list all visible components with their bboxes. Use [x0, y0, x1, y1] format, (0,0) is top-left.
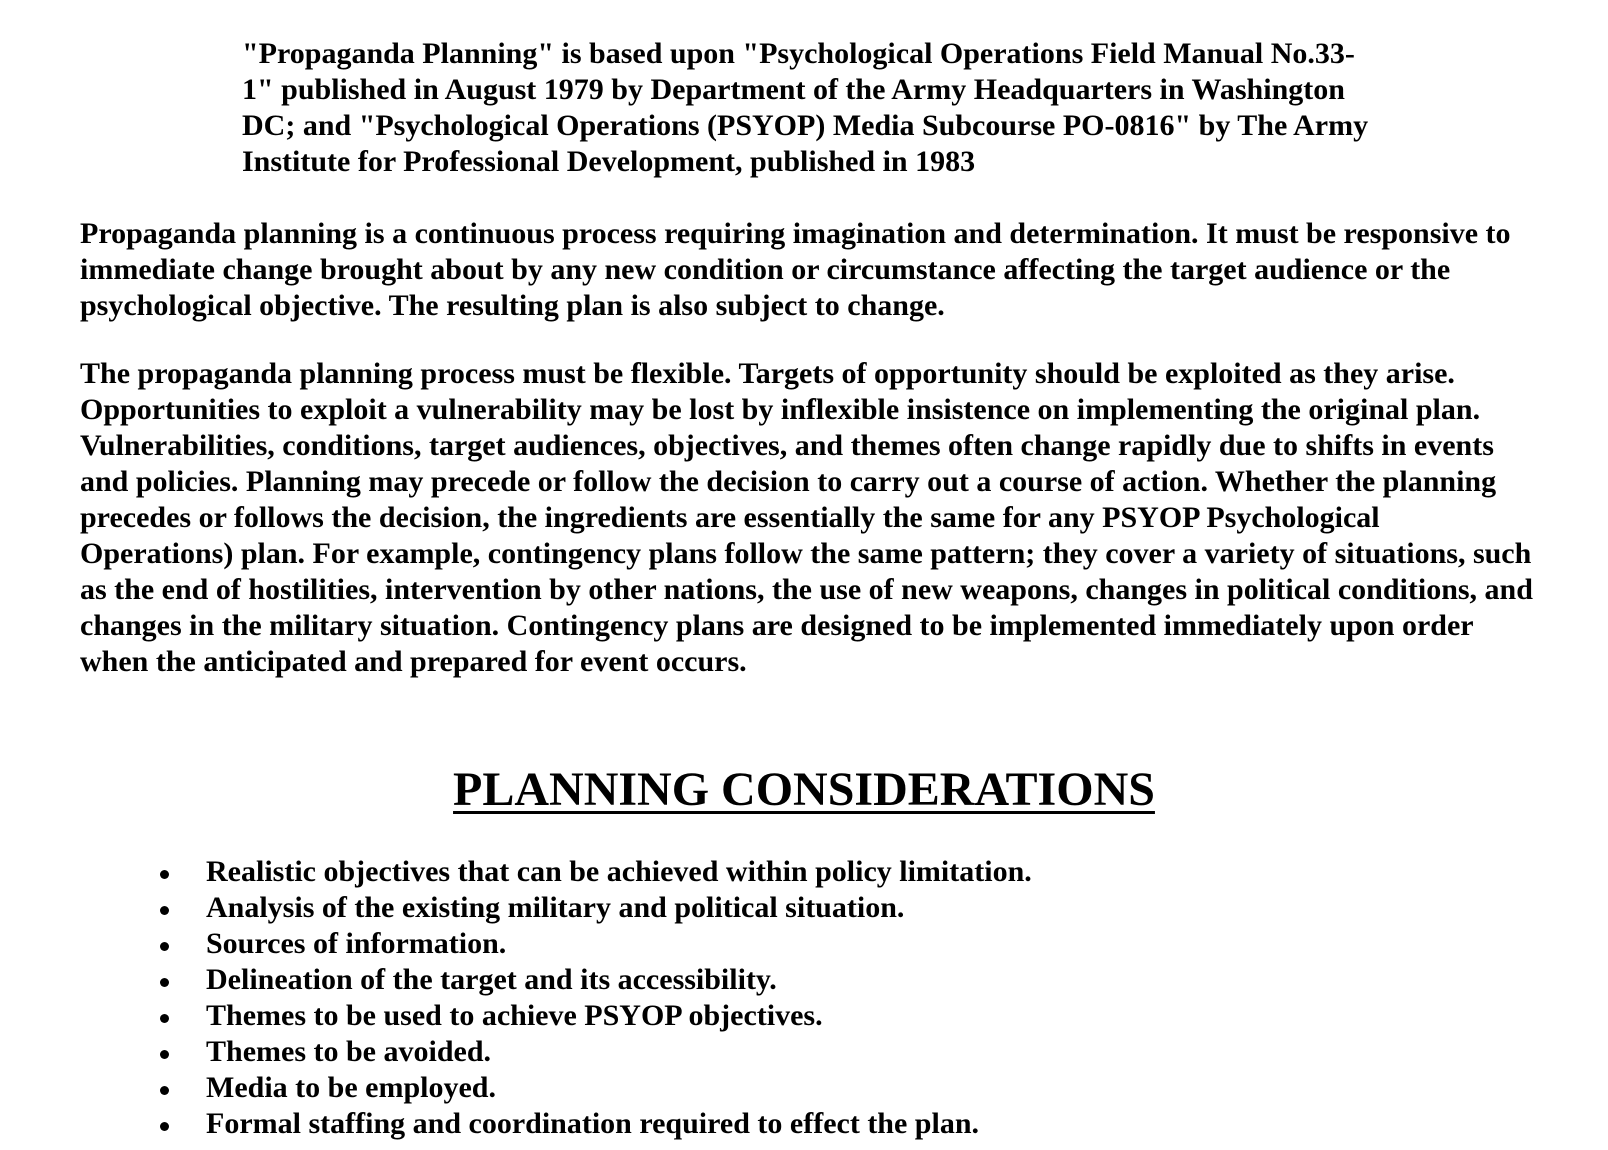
- list-item: [150, 1106, 1450, 1142]
- paragraph-flexibility: The propaganda planning process must be flexible. Targets of opportunity should be exploited as they arise. Opportunities to exploit a vulnerability may be lost by inflexible insistence on implementing the original plan. Vulnerabilities, conditions, target audiences, objectives, and themes often change rapidly due to shifts in events and policies. Planning may precede or follow the decision to carry out a course of action. Whether the planning precedes or follows the decision, the ingredients are essentially the same for any PSYOP Psychological Operations) plan. For example, contingency plans follow the same pattern; they cover a variety of situations, such as the end of hostilities, intervention by other nations, the use of new weapons, changes in political conditions, and changes in the military situation. Contingency plans are designed to be implemented immediately upon order when the anticipated and prepared for event occurs.: [80, 357, 1533, 678]
- paragraph-planning-process: Propaganda planning is a continuous process requiring imagination and determination. It must be responsive to immediate change brought about by any new condition or circumstance affecting the target audience or the psychological objective. The resulting plan is also subject to change.: [80, 217, 1511, 322]
- list-item: [150, 1070, 1450, 1106]
- bullet-icon: [160, 1086, 169, 1095]
- list-item: [150, 926, 1450, 962]
- bullet-icon: [160, 1050, 169, 1059]
- section-heading: PLANNING CONSIDERATIONS: [453, 763, 1155, 816]
- list-item-text: Formal staffing and coordination required to effect the plan.: [206, 1107, 980, 1140]
- list-item-text: Themes to be used to achieve PSYOP objectives.: [206, 999, 823, 1032]
- list-item-text: Realistic objectives that can be achieved within policy limitation.: [206, 855, 1032, 888]
- bullet-icon: [160, 906, 169, 915]
- list-item: [150, 854, 1450, 890]
- list-item: [150, 998, 1450, 1034]
- list-item-text: Delineation of the target and its accessibility.: [206, 963, 777, 996]
- list-item-text: Sources of information.: [206, 927, 507, 960]
- list-item: [150, 1034, 1450, 1070]
- list-item-text: Themes to be avoided.: [206, 1035, 491, 1068]
- list-item: [150, 890, 1450, 926]
- considerations-list: [150, 854, 1450, 1142]
- bullet-icon: [160, 978, 169, 987]
- bullet-icon: [160, 1014, 169, 1023]
- list-item-text: Analysis of the existing military and political situation.: [206, 891, 905, 924]
- list-item-text: Media to be employed.: [206, 1071, 496, 1104]
- bullet-icon: [160, 942, 169, 951]
- bullet-icon: [160, 1122, 169, 1131]
- source-note: "Propaganda Planning" is based upon "Psychological Operations Field Manual No.33-1" published in August 1979 by Department of the Army Headquarters in Washington DC; and "Psychological Operations (PSYOP) Media Subcourse PO-0816" by The Army Institute for Professional Development, published in 1983: [242, 37, 1369, 178]
- list-item: [150, 962, 1450, 998]
- bullet-icon: [160, 870, 169, 879]
